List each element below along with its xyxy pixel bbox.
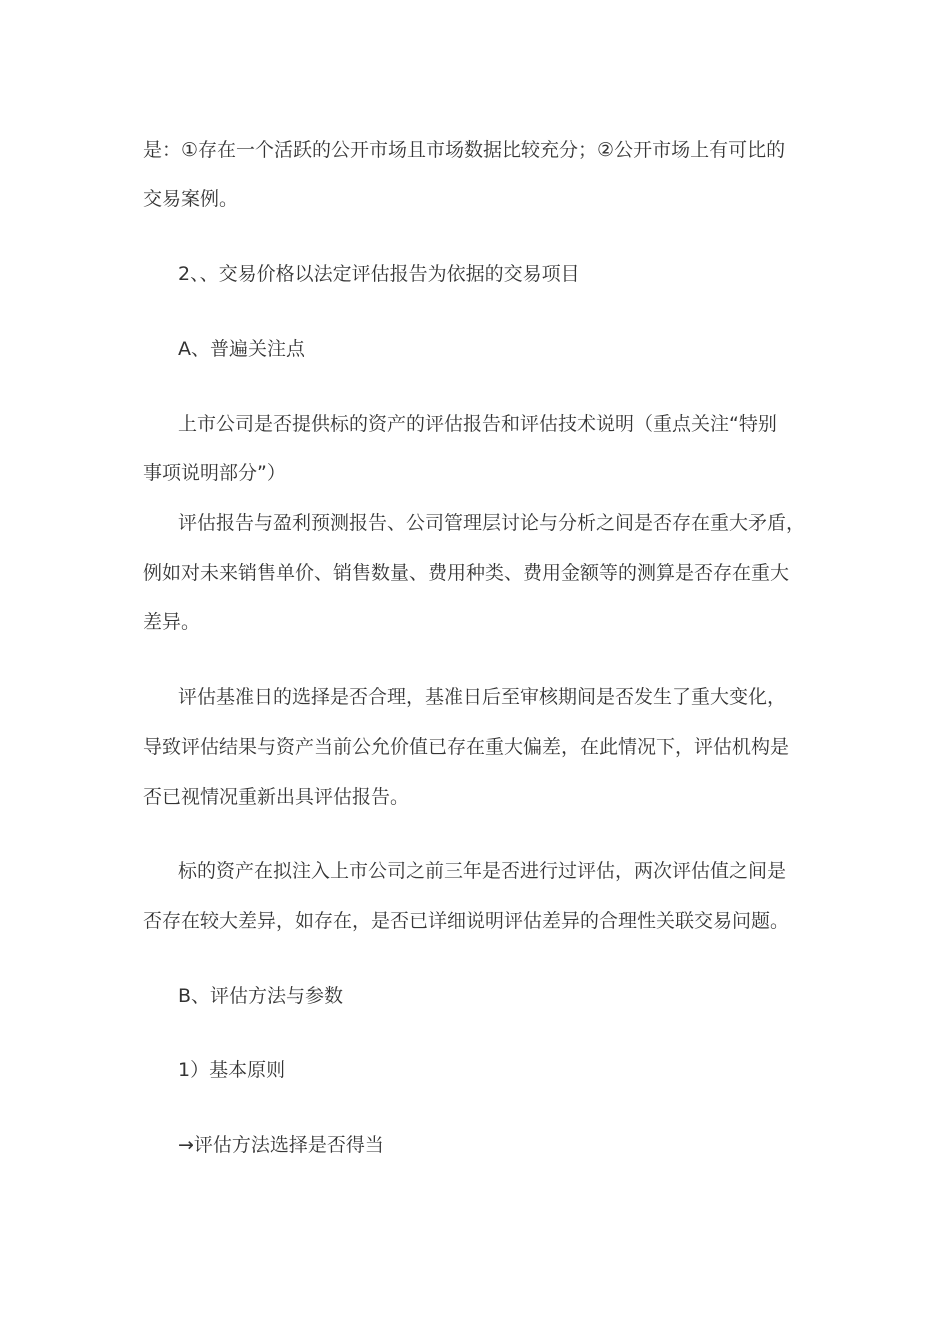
text-line: 导致评估结果与资产当前公允价值已存在重大偏差，在此情况下，评估机构是 [143,736,790,758]
text-line: 评估基准日的选择是否合理，基准日后至审核期间是否发生了重大变化， [178,686,787,708]
text-line: 评估报告与盈利预测报告、公司管理层讨论与分析之间是否存在重大矛盾， [178,512,806,534]
text-line: 事项说明部分”） [143,462,286,484]
text-line: 否已视情况重新出具评估报告。 [143,786,410,808]
list-heading: 1）基本原则 [178,1059,286,1081]
list-item: →评估方法选择是否得当 [178,1134,384,1156]
text-line: 否存在较大差异，如存在，是否已详细说明评估差异的合理性关联交易问题。 [143,910,790,932]
section-heading: 2、、交易价格以法定评估报告为依据的交易项目 [178,263,580,285]
text-line: 例如对未来销售单价、销售数量、费用种类、费用金额等的测算是否存在重大 [143,562,790,584]
subsection-heading: A、普遍关注点 [178,338,305,360]
text-line: 交易案例。 [143,188,239,210]
subsection-heading: B、评估方法与参数 [178,985,344,1007]
text-line: 差异。 [143,611,201,633]
text-line: 标的资产在拟注入上市公司之前三年是否进行过评估，两次评估值之间是 [178,860,787,882]
text-line: 上市公司是否提供标的资产的评估报告和评估技术说明（重点关注“特别 [178,413,777,435]
text-line: 是：①存在一个活跃的公开市场且市场数据比较充分；②公开市场上有可比的 [143,139,786,161]
